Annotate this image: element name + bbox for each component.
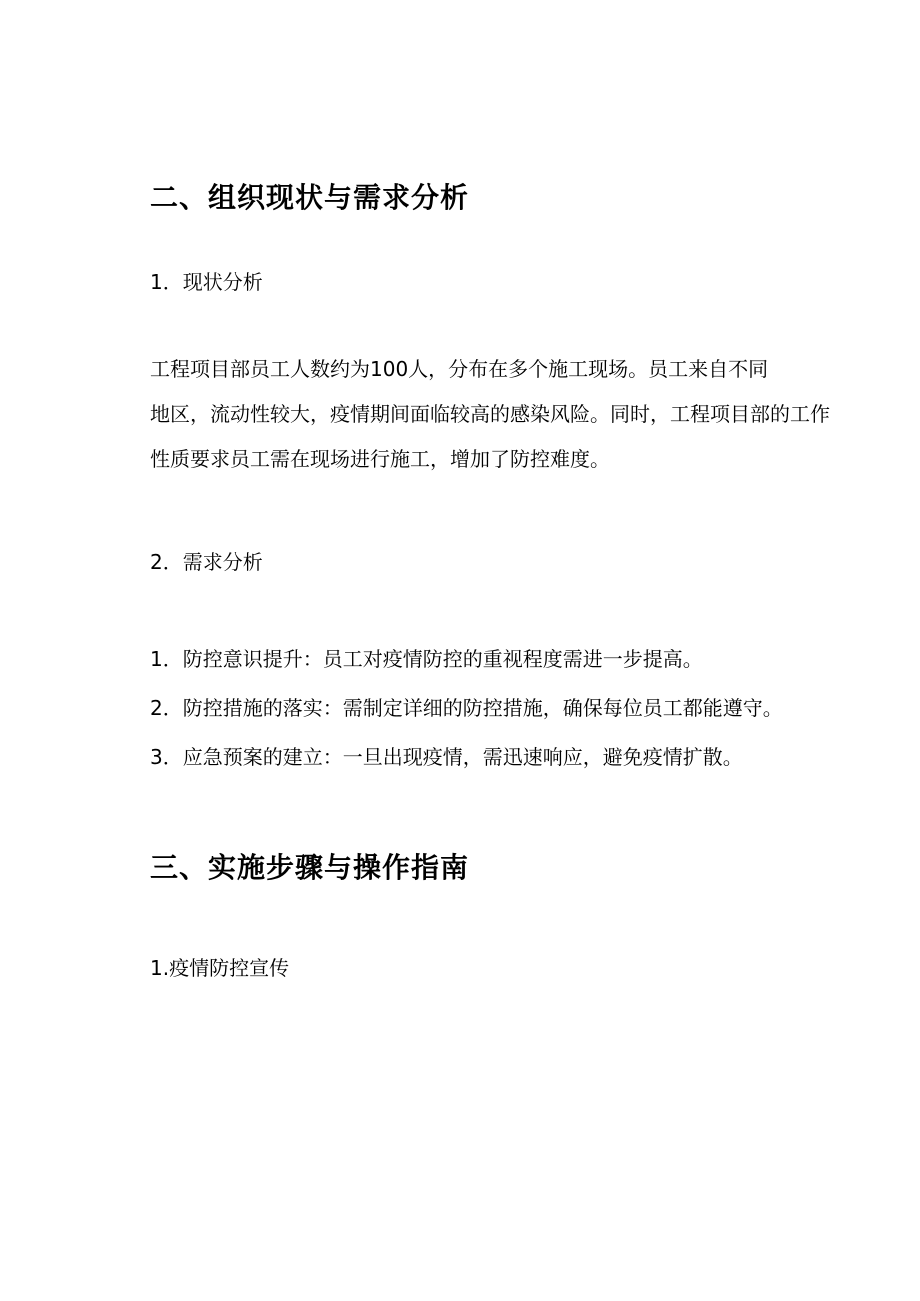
paragraph-line: 地区，流动性较大，疫情期间面临较高的感染风险。同时，工程项目部的工作 [150,402,830,426]
subheading-status-analysis: 1．现状分析 [150,270,263,294]
subheading-needs-analysis: 2．需求分析 [150,550,263,574]
subheading-epidemic-publicity: 1.疫情防控宣传 [150,956,290,980]
needs-list-item: 2．防控措施的落实：需制定详细的防控措施，确保每位员工都能遵守。 [150,696,783,720]
status-analysis-paragraph [150,347,830,482]
paragraph-line: 工程项目部员工人数约为100人，分布在多个施工现场。员工来自不同 [150,357,769,381]
needs-list-item: 1．防控意识提升：员工对疫情防控的重视程度需进一步提高。 [150,647,703,671]
section-heading-implementation-steps: 三、实施步骤与操作指南 [150,851,470,884]
needs-list-item: 3．应急预案的建立：一旦出现疫情，需迅速响应，避免疫情扩散。 [150,745,743,769]
paragraph-line: 性质要求员工需在现场进行施工，增加了防控难度。 [150,447,610,471]
section-heading-organization-status: 二、组织现状与需求分析 [150,181,470,214]
